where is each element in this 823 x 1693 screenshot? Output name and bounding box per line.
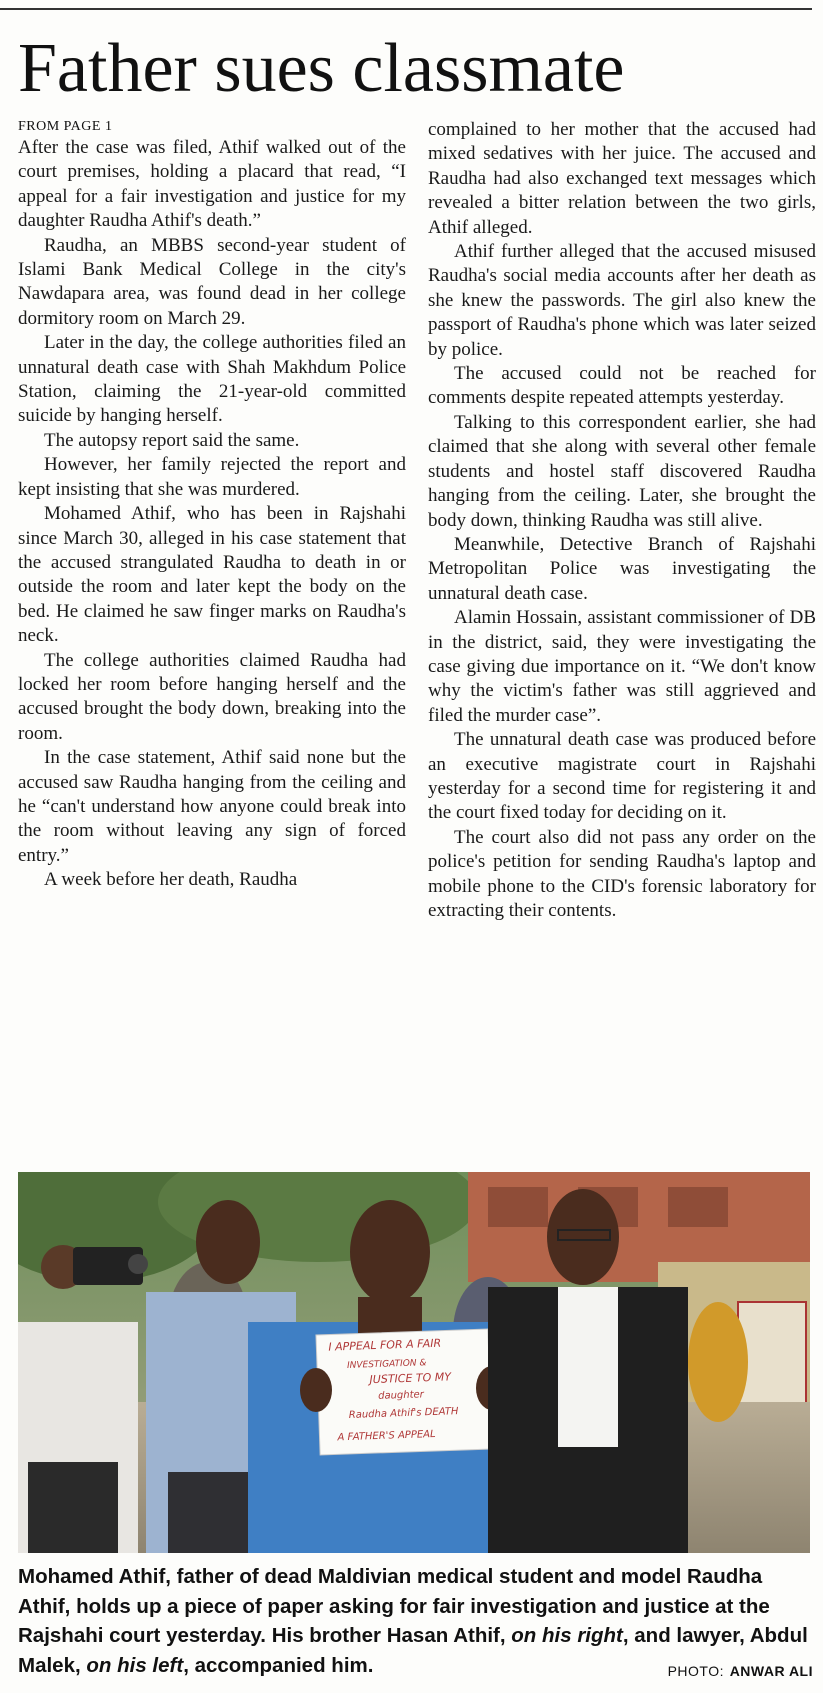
placard-line: INVESTIGATION & [346,1358,427,1371]
paragraph: Mohamed Athif, who has been in Rajshahi since March 30, alleged in his case statement that the accused strangulated Raudha to death in or outside the room and later kept the body on the bed. He claimed he saw finger marks on Raudha's neck. [18,503,406,647]
kicker: FROM PAGE 1 [18,119,113,134]
placard-line: JUSTICE TO MY [369,1370,452,1387]
paragraph: A week before her death, Raudha [44,869,298,891]
placard-line: I APPEAL FOR A FAIR [328,1336,442,1354]
placard-line: Raudha Athif's DEATH [348,1406,459,1421]
paragraph: The autopsy report said the same. [44,429,300,451]
paragraph: In the case statement, Athif said none but the accused saw Raudha hanging from the ceiling and he “can't understand how anyone could break into the room without leaving any sign of forced entry.” [18,747,406,866]
paragraph: Raudha, an MBBS second-year student of Islami Bank Medical College in the city's Nawdapara area, was found dead in her college dormitory room on March 29. [18,234,406,329]
paragraph: Athif further alleged that the accused misused Raudha's social media accounts after her death as she knew the passwords. The girl also knew the passport of Raudha's phone which was later seized by police. [428,241,816,360]
article-column-left [18,118,406,893]
placard-line: A FATHER'S APPEAL [337,1428,436,1444]
placard-line: daughter [377,1389,424,1402]
news-photo [18,1172,810,1553]
paragraph: The unnatural death case was produced before an executive magistrate court in Rajshahi yesterday for a second time for registering it and the court fixed today for deciding on it. [428,729,816,824]
paragraph: Alamin Hossain, assistant commissioner of DB in the district, said, they were investigating the case giving due importance on it. “We don't know why the victim's father was still aggrieved and filed the murder case”. [428,607,816,726]
credit-name: ANWAR ALI [729,1662,813,1679]
article-column-right [428,118,816,923]
photo-caption [18,1562,813,1686]
paragraph: complained to her mother that the accused had mixed sedatives with her juice. The accused and Raudha had also exchanged text messages which revealed a bitter relation between the two girls, Athif alleged. [428,119,816,238]
caption-emphasis: on his left [86,1653,184,1677]
caption-text: , accompanied him. [183,1653,374,1677]
caption-text: , and lawyer, Abdul Malek, [18,1624,808,1677]
top-rule [0,8,812,10]
paragraph: The court also did not pass any order on the police's petition for sending Raudha's laptop and mobile phone to the CID's forensic laboratory for extracting their contents. [428,826,816,921]
paragraph: However, her family rejected the report and kept insisting that she was murdered. [18,454,406,500]
paragraph: Later in the day, the college authorities filed an unnatural death case with Shah Makhdum Police Station, claiming the 21-year-old committed suicide by hanging herself. [18,332,406,427]
paragraph: Talking to this correspondent earlier, she had claimed that she along with several other female students and hostel staff discovered Raudha hanging from the ceiling. Later, she brought the body down, thinking Raudha was still alive. [428,411,816,531]
caption-text: Mohamed Athif, father of dead Maldivian medical student and model Raudha Athif, holds up a piece of paper asking for fair investigation and justice at the Rajshahi court yesterday. His brother Hasan Athif, [18,1565,770,1647]
caption-emphasis: on his right [511,1624,623,1647]
credit-label: PHOTO: [667,1662,724,1679]
headline: Father sues classmate [18,30,625,107]
paragraph: After the case was filed, Athif walked out of the court premises, holding a placard that read, “I appeal for a fair investigation and justice for my daughter Raudha Athif's death.” [18,137,406,232]
paragraph: The college authorities claimed Raudha had locked her room before hanging herself and the accused brought the body down, breaking into the room. [18,649,406,744]
paragraph: The accused could not be reached for comments despite repeated attempts yesterday. [428,363,816,409]
paragraph: Meanwhile, Detective Branch of Rajshahi Metropolitan Police was investigating the unnatural death case. [428,533,816,604]
photo-credit [668,1651,813,1687]
